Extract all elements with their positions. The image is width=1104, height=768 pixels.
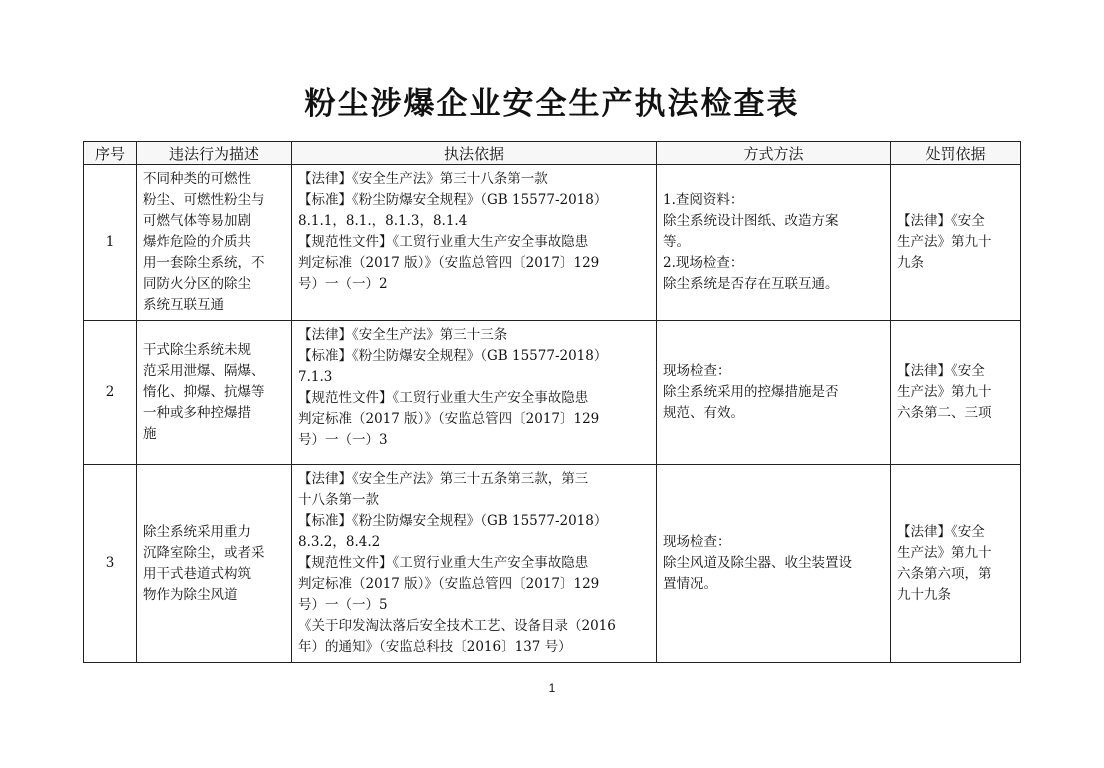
violation-description: 除尘系统采用重力 沉降室除尘，或者采 用干式巷道式构筑 物作为除尘风道 [137, 465, 292, 663]
table-row [84, 321, 1021, 465]
row-number: 2 [84, 321, 137, 465]
header-penalty: 处罚依据 [891, 142, 1021, 165]
violation-description: 不同种类的可燃性 粉尘、可燃性粉尘与 可燃气体等易加剧 爆炸危险的介质共 用一套除尘系统，不 同防火分区的除尘 系统互联互通 [137, 165, 292, 321]
enforcement-basis: 【法律】《安全生产法》第三十五条第三款，第三 十八条第一款 【标准】《粉尘防爆安全规程》（GB 15577-2018） 8.3.2，8.4.2 【规范性文件】《工贸行业重大生产安全事故隐患 判定标准（2017 版）》（安监总管四〔2017〕129 号）一（一）5 《关于印发淘汰落后安全技术工艺、设备目录（2016 年）的通知》（安监总科技〔2016〕137 号） [292, 465, 657, 663]
enforcement-basis: 【法律】《安全生产法》第三十三条 【标准】《粉尘防爆安全规程》（GB 15577-2018） 7.1.3 【规范性文件】《工贸行业重大生产安全事故隐患 判定标准（2017 版）》（安监总管四〔2017〕129 号）一（一）3 [292, 321, 657, 465]
penalty-basis: 【法律】《安全 生产法》第九十 六条第二、三项 [891, 321, 1021, 465]
inspection-method: 现场检查： 除尘风道及除尘器、收尘装置设 置情况。 [657, 465, 891, 663]
penalty-basis: 【法律】《安全 生产法》第九十 九条 [891, 165, 1021, 321]
header-desc: 违法行为描述 [137, 142, 292, 165]
table-header-row [84, 142, 1021, 165]
header-basis: 执法依据 [292, 142, 657, 165]
header-method: 方式方法 [657, 142, 891, 165]
table-row [84, 165, 1021, 321]
header-num: 序号 [84, 142, 137, 165]
inspection-method: 现场检查： 除尘系统采用的控爆措施是否 规范、有效。 [657, 321, 891, 465]
row-number: 1 [84, 165, 137, 321]
enforcement-basis: 【法律】《安全生产法》第三十八条第一款 【标准】《粉尘防爆安全规程》（GB 15577-2018） 8.1.1，8.1.，8.1.3，8.1.4 【规范性文件】《工贸行业重大生产安全事故隐患 判定标准（2017 版）》（安监总管四〔2017〕129 号）一（一）2 [292, 165, 657, 321]
penalty-basis: 【法律】《安全 生产法》第九十 六条第六项，第 九十九条 [891, 465, 1021, 663]
page-title: 粉尘涉爆企业安全生产执法检查表 [304, 86, 800, 122]
inspection-table [83, 141, 1021, 663]
violation-description: 干式除尘系统未规 范采用泄爆、隔爆、 惰化、抑爆、抗爆等 一种或多种控爆措 施 [137, 321, 292, 465]
page-number: 1 [548, 681, 556, 695]
inspection-method: 1.查阅资料： 除尘系统设计图纸、改造方案 等。 2.现场检查： 除尘系统是否存在互联互通。 [657, 165, 891, 321]
row-number: 3 [84, 465, 137, 663]
table-row [84, 465, 1021, 663]
